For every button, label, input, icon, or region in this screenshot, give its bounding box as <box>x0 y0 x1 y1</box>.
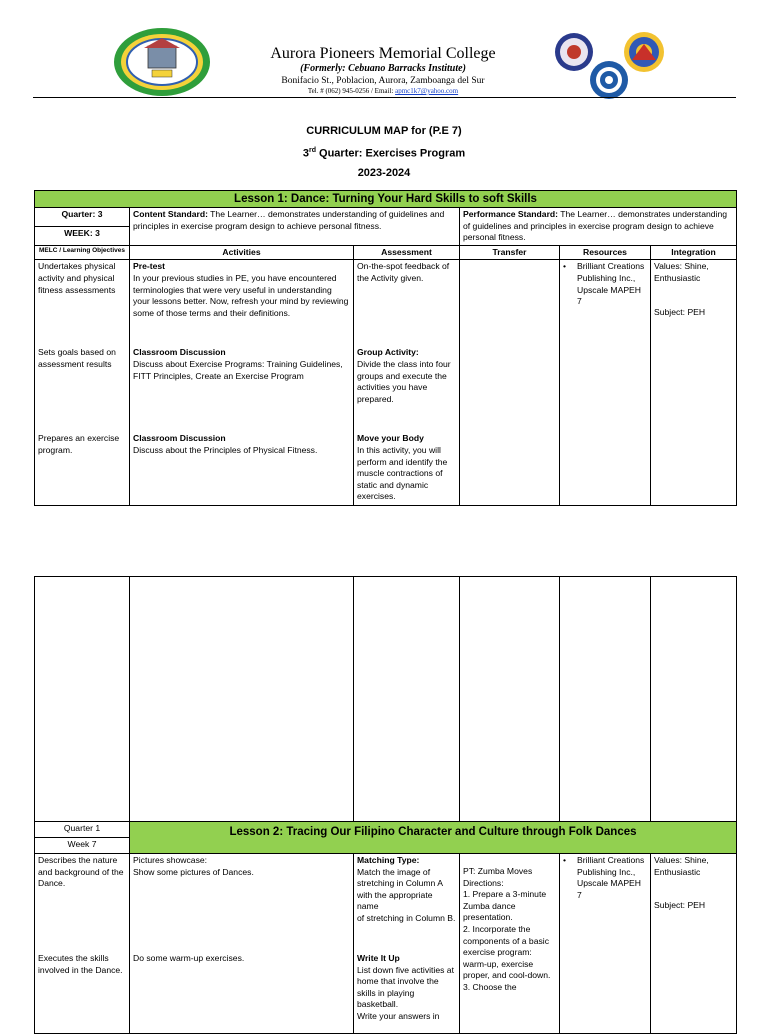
empty-cell <box>354 577 460 822</box>
integration-subject: Subject: PEH <box>654 306 706 317</box>
quarter-title: 3rd Quarter: Exercises Program <box>302 147 466 160</box>
performance-standard: Performance Standard: The Learner… demonstrates understanding of guidelines and principles in exercise program design to achieve personal fitness. <box>460 208 737 246</box>
melc-item: Describes the nature and background of the Dance. <box>38 855 124 889</box>
deped-seal-icon <box>555 33 593 71</box>
email-link[interactable]: apmc1k7@yahoo.com <box>395 87 459 95</box>
assessment-title: Move your Body <box>357 433 424 444</box>
assessment-text: Divide the class into four groups and execute the activities you have prepared. <box>357 358 451 404</box>
assessment-item <box>357 953 456 1023</box>
resource-item: • Brilliant Creations Publishing Inc., Upscale MAPEH 7 <box>563 261 645 307</box>
empty-cell <box>130 577 354 822</box>
assessment-text: On-the-spot feedback of the Activity given. <box>357 261 450 283</box>
curriculum-table-lesson-2 <box>34 576 737 1034</box>
activity-item <box>133 261 350 347</box>
school-year: 2023-2024 <box>357 166 411 179</box>
resources-column <box>560 260 651 506</box>
assessment-item <box>357 347 456 433</box>
assessment-item <box>357 855 456 953</box>
document-title: CURRICULUM MAP for (P.E 7) <box>306 125 462 137</box>
college-former-name: (Formerly: Cebuano Barracks Institute) <box>300 63 466 74</box>
lesson-1-title: Lesson 1: Dance: Turning Your Hard Skills to soft Skills <box>35 191 737 208</box>
activity-item: Pictures showcase: Show some pictures of Dances. <box>133 855 254 877</box>
header-divider <box>33 97 736 98</box>
header-integration: Integration <box>651 245 737 260</box>
college-seal-logo <box>112 26 212 98</box>
document-titles <box>0 122 768 183</box>
letterhead <box>0 0 768 105</box>
resource-item: • Brilliant Creations Publishing Inc., Upscale MAPEH 7 <box>563 855 645 900</box>
melc-item: Prepares an exercise program. <box>38 433 120 455</box>
college-address: Bonifacio St., Poblacion, Aurora, Zamboanga del Sur <box>281 76 485 86</box>
header-melc: MELC / Learning Objectives <box>35 245 130 260</box>
assessment-title: Write It Up <box>357 953 400 963</box>
header-transfer: Transfer <box>460 245 560 260</box>
assessment-item <box>357 261 456 347</box>
lesson-2-title: Lesson 2: Tracing Our Filipino Character and Culture through Folk Dances <box>130 822 737 854</box>
integration-values: Values: Shine, Enthusiastic <box>654 261 709 283</box>
activity-title: Classroom Discussion <box>133 433 226 444</box>
assessment-item <box>357 433 456 503</box>
assessment-column <box>354 854 460 1034</box>
empty-cell <box>460 577 560 822</box>
week-cell: Week 7 <box>35 838 130 854</box>
transfer-column <box>460 854 560 1034</box>
melc-item: Executes the skills involved in the Dance. <box>38 953 123 975</box>
assessment-column <box>354 260 460 506</box>
agency-logos <box>548 30 678 102</box>
melc-column <box>35 854 130 1034</box>
tesda-seal-icon <box>590 61 628 99</box>
assessment-title: Matching Type: <box>357 855 420 865</box>
activity-title: Classroom Discussion <box>133 347 226 358</box>
header-activities: Activities <box>130 245 354 260</box>
activities-column <box>130 260 354 506</box>
content-standard: Content Standard: The Learner… demonstrates understanding of guidelines and principles in exercise program design to achieve personal fitness. <box>130 208 460 246</box>
philippine-seal-icon <box>624 32 664 72</box>
integration-column <box>651 854 737 1034</box>
quarter-cell: Quarter 1 <box>35 822 130 838</box>
transfer-text: PT: Zumba Moves Directions: 1. Prepare a 3-minute Zumba dance presentation. 2. Incorporate the components of a basic exercise program: warm-up, exercise proper, and cool-down. 3. Choose the <box>463 866 551 992</box>
bullet-icon: • <box>563 261 567 272</box>
assessment-text: In this activity, you will perform and identify the muscle contractions of static and dynamic exercises. <box>357 444 448 502</box>
integration-column <box>651 260 737 506</box>
activity-item <box>133 347 350 433</box>
melc-column <box>35 260 130 506</box>
activity-text: Discuss about the Principles of Physical Fitness. <box>133 444 318 455</box>
bullet-icon: • <box>563 855 567 865</box>
assessment-text: Match the image of stretching in Column A with the appropriate name of stretching in Column B. <box>357 866 456 923</box>
assessment-title: Group Activity: <box>357 347 419 358</box>
integration-values: Values: Shine, Enthusiastic <box>654 855 709 877</box>
activity-item <box>133 433 350 456</box>
activities-column <box>130 854 354 1034</box>
melc-item: Sets goals based on assessment results <box>38 347 116 369</box>
activity-text: Discuss about Exercise Programs: Training Guidelines, FITT Principles, Create an Exercise Program <box>133 358 343 381</box>
telephone-text: Tel. # (062) 945-0256 / Email: <box>307 87 396 95</box>
activity-title: Pre-test <box>133 261 165 272</box>
college-info <box>230 44 536 96</box>
activity-item: Do some warm-up exercises. <box>133 953 245 963</box>
empty-cell <box>35 577 130 822</box>
activity-text: In your previous studies in PE, you have encountered terminologies that were very useful in understanding your lessons better. Now, refresh your mind by reviewing some of those terms and their definitions. <box>133 272 349 318</box>
college-contact <box>230 87 536 96</box>
transfer-column <box>460 260 560 506</box>
week-cell: WEEK: 3 <box>35 226 130 245</box>
college-name: Aurora Pioneers Memorial College <box>270 45 496 62</box>
curriculum-table-lesson-1 <box>34 190 737 506</box>
header-assessment: Assessment <box>354 245 460 260</box>
resources-column <box>560 854 651 1034</box>
integration-subject: Subject: PEH <box>654 900 706 911</box>
empty-cell <box>651 577 737 822</box>
quarter-cell: Quarter: 3 <box>35 208 130 227</box>
header-resources: Resources <box>560 245 651 260</box>
empty-cell <box>560 577 651 822</box>
assessment-text: List down five activities at home that involve the skills in playing basketball. Write your answers in <box>357 964 454 1021</box>
melc-item: Undertakes physical activity and physical fitness assessments <box>38 261 116 295</box>
